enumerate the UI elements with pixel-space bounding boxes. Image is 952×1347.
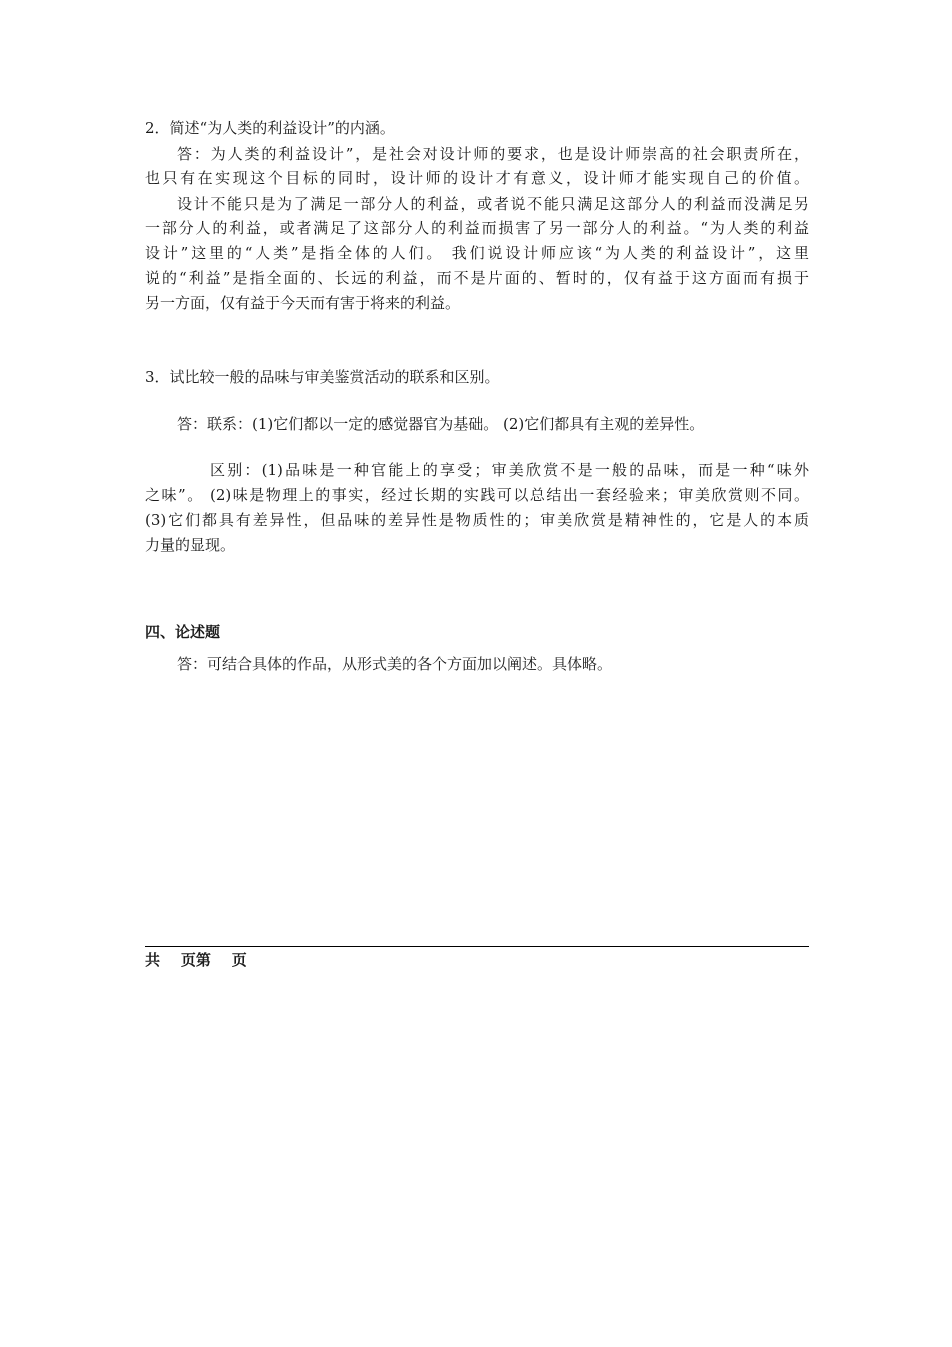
q3-difference-line-1: 区别：(1)品味是一种官能上的享受；审美欣赏不是一般的品味，而是一种“味外 xyxy=(210,461,809,479)
section-4-heading: 四、论述题 xyxy=(145,623,221,641)
q2-paragraph-line-1: 设计不能只是为了满足一部分人的利益，或者说不能只满足这部分人的利益而没满足另 xyxy=(177,195,809,213)
q2-paragraph-line-5: 另一方面，仅有益于今天而有害于将来的利益。 xyxy=(145,294,461,312)
q2-paragraph-line-3: 设计”这里的“人类”是指全体的人们。 我们说设计师应该“为人类的利益设计”，这里 xyxy=(145,244,809,262)
page-footer: 共 页第 页 xyxy=(145,951,247,969)
q3-difference-line-2: 之味”。 (2)味是物理上的事实，经过长期的实践可以总结出一套经验来；审美欣赏则不同。 xyxy=(145,486,809,504)
question-2-title: 2．简述“为人类的利益设计”的内涵。 xyxy=(145,119,395,137)
q2-paragraph-line-4: 说的“利益”是指全面的、长远的利益，而不是片面的、暂时的，仅有益于这方面而有损于 xyxy=(145,269,809,287)
q3-difference-line-4: 力量的显现。 xyxy=(145,536,236,554)
footer-divider xyxy=(145,946,809,947)
section-4-answer: 答：可结合具体的作品，从形式美的各个方面加以阐述。具体略。 xyxy=(177,655,613,673)
question-3-title: 3．试比较一般的品味与审美鉴赏活动的联系和区别。 xyxy=(145,368,500,386)
q2-paragraph-line-2: 一部分人的利益，或者满足了这部分人的利益而损害了另一部分人的利益。“为人类的利益 xyxy=(145,219,809,237)
q2-answer-line-2: 也只有在实现这个目标的同时，设计师的设计才有意义，设计师才能实现自己的价值。 xyxy=(145,169,809,187)
q3-connection-line: 答：联系：(1)它们都以一定的感觉器官为基础。 (2)它们都具有主观的差异性。 xyxy=(177,415,705,433)
q2-answer-line-1: 答：为人类的利益设计”，是社会对设计师的要求，也是设计师崇高的社会职责所在， xyxy=(177,145,809,163)
q3-difference-line-3: (3)它们都具有差异性，但品味的差异性是物质性的；审美欣赏是精神性的，它是人的本质 xyxy=(145,511,809,529)
